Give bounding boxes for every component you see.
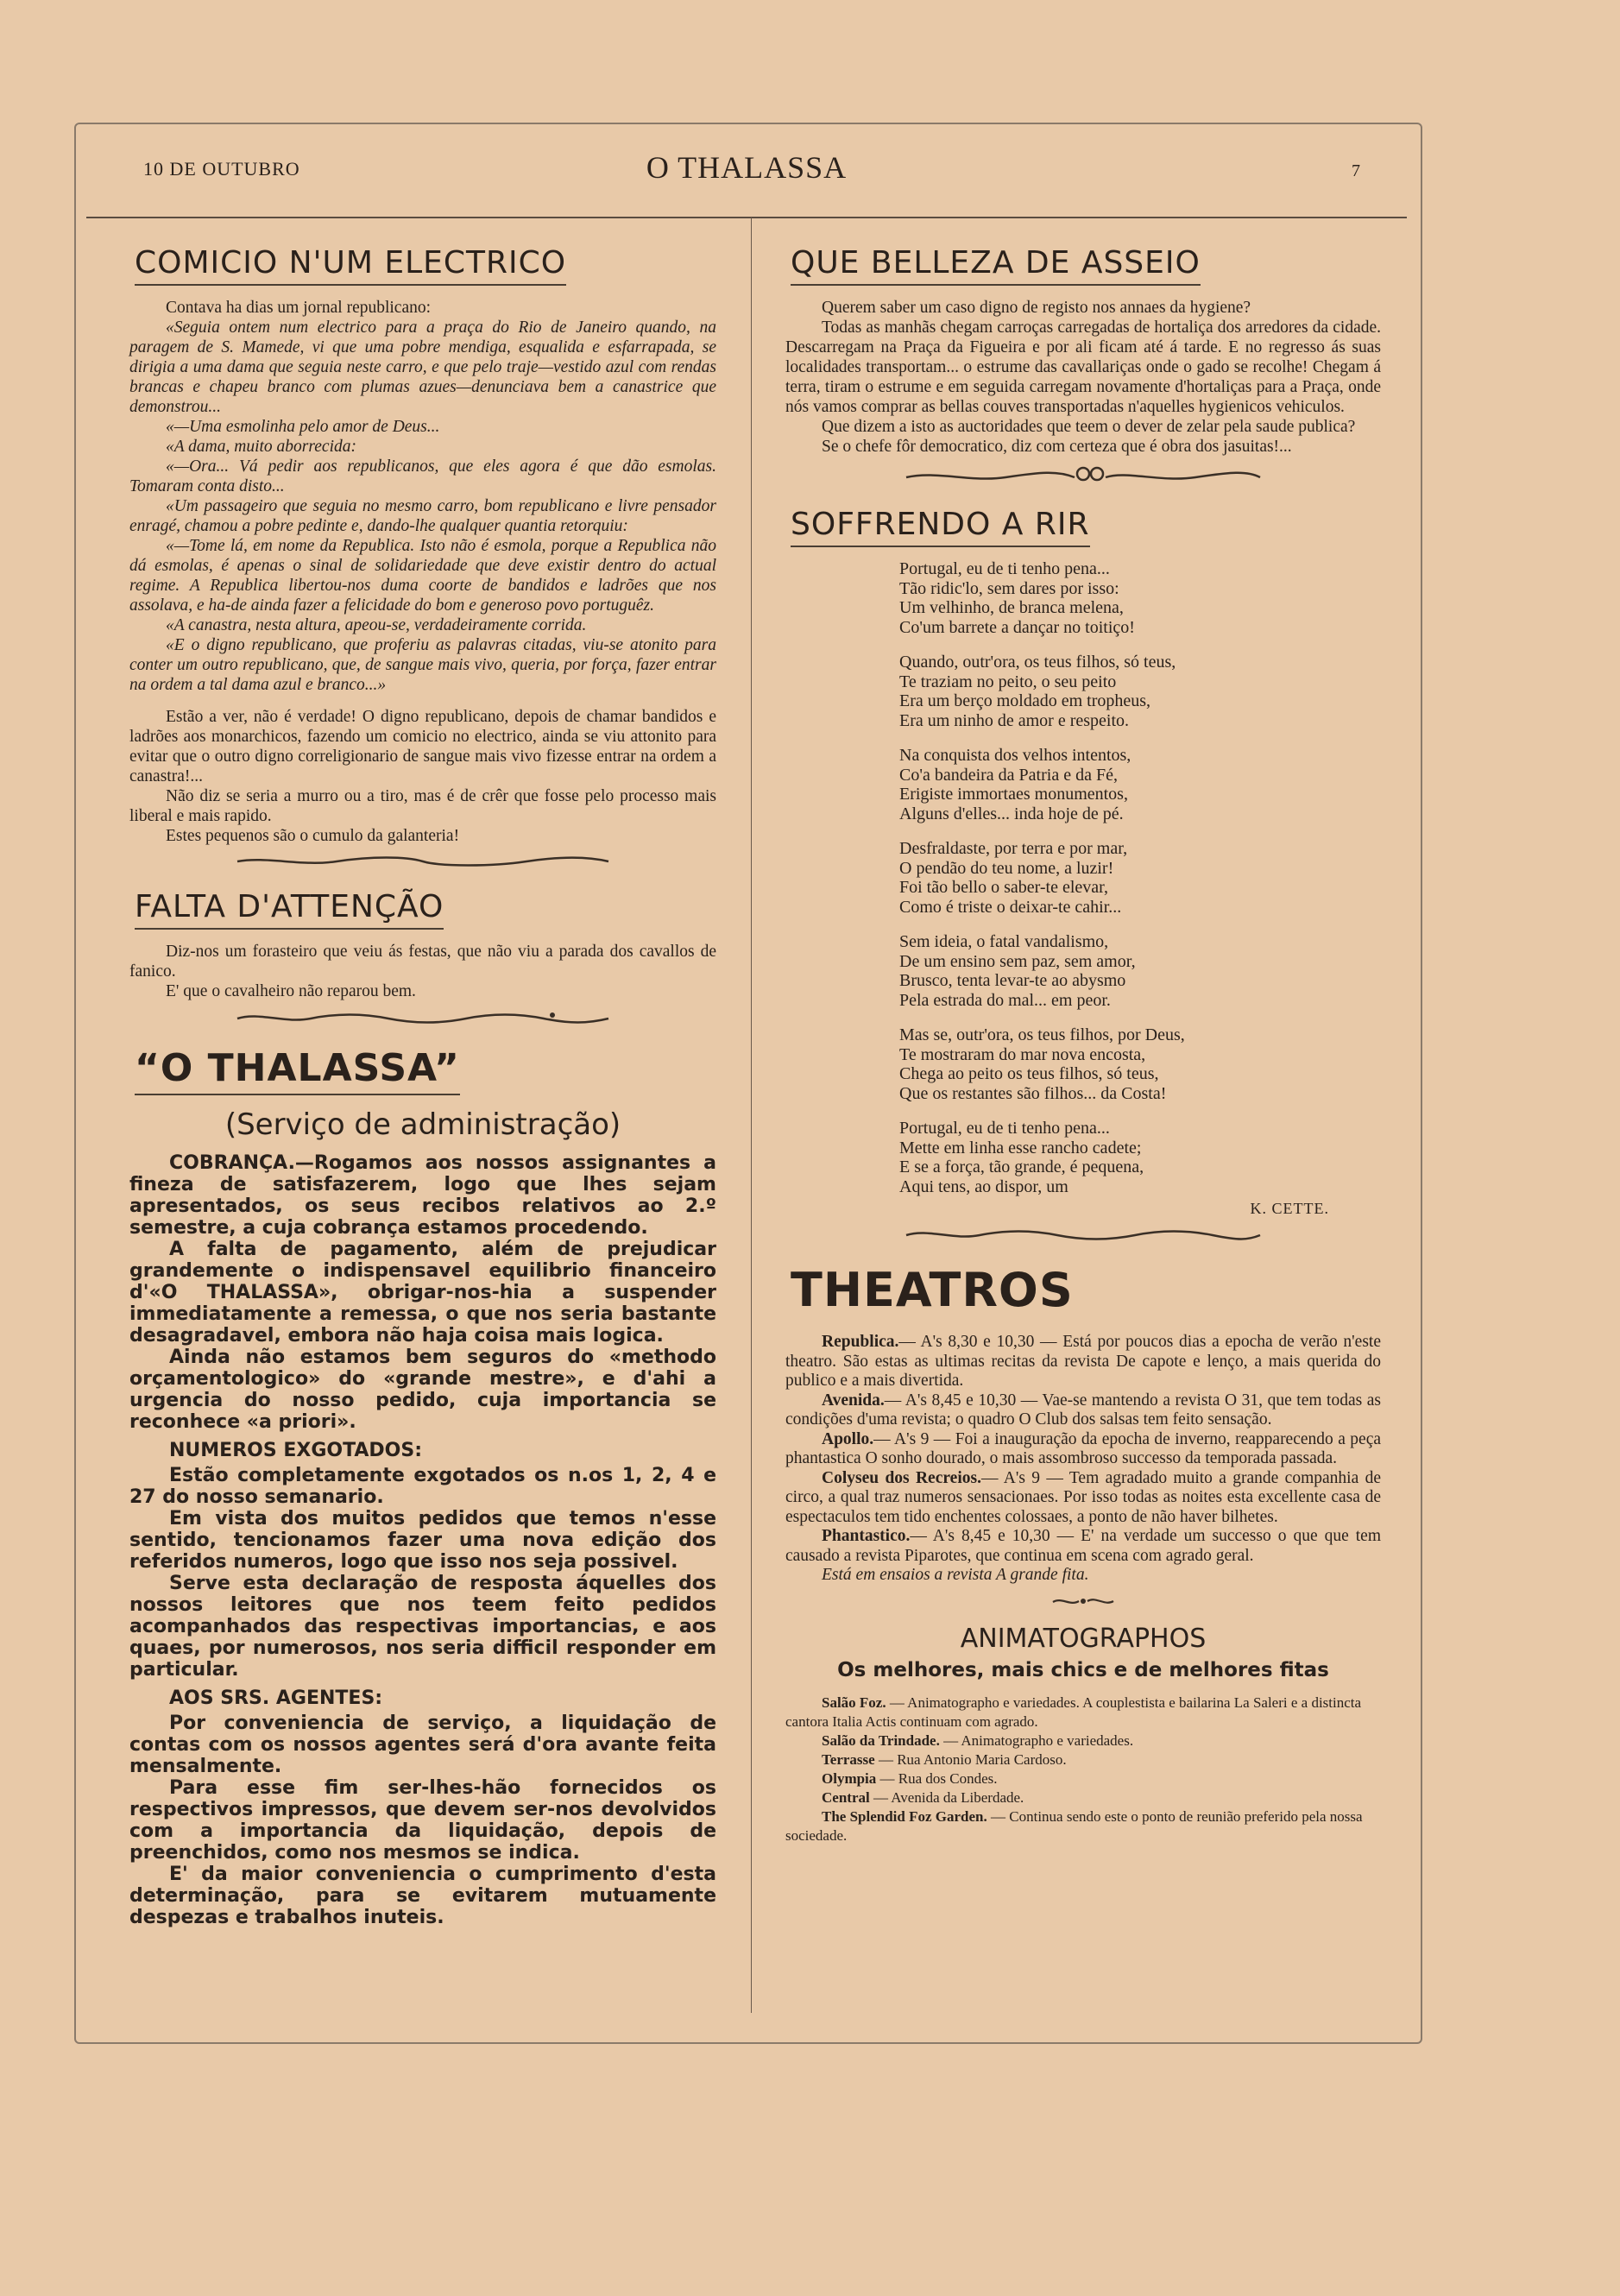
right-column [785,233,1381,1845]
comicio-comment-1: Estão a ver, não é verdade! O digno republicano, depois de chamar bandidos e ladrões aos monarchicos, fazendo um comicio no electrico, ainda se viu attonito para evitar que o outro digno correligionario de sangue mais vivo fizesse entrar na ordem a canastra!... [129,708,716,785]
theatre-name: Apollo. [822,1429,874,1448]
poem [899,559,1381,1196]
cinema-name: Salão da Trindade. [822,1731,940,1749]
poem-line: Na conquista dos velhos intentos, [899,746,1131,765]
poem-stanza [899,653,1381,730]
theatre-item: Apollo.— A's 9 — Foi a inauguração da epocha de inverno, reapparecendo a peça phantastica O sonho dourado, o mais assombroso successo da temporada passada. [785,1429,1381,1467]
poem-line: Mette em linha esse rancho cadete; [899,1138,1142,1157]
poem-line: Como é triste o deixar-te cahir... [899,897,1122,917]
cinema-item: The Splendid Foz Garden. — Continua sendo este o ponto de reunião preferido pela nossa sociedade. [785,1807,1363,1844]
poem-line: Mas se, outr'ora, os teus filhos, por Deus, [899,1025,1185,1044]
theatre-closing: Está em ensaios a revista A grande fita. [822,1566,1089,1584]
poem-line: Pela estrada do mal... em peor. [899,990,1111,1010]
theatre-name: Avenida. [822,1391,885,1410]
theatre-item: Phantastico.— A's 8,45 e 10,30 — E' na verdade um successo o que que tem causado a revista Piparotes, que continua em scena com agrado geral. [785,1527,1381,1565]
theatre-item: Avenida.— A's 8,45 e 10,30 — Vae-se mantendo a revista O 31, que tem todas as condições d'uma revista; o quadro O Club dos salsas tem feito sensação. [785,1391,1381,1429]
agentes-paragraph-1: Por conveniencia de serviço, a liquidação de contas com os nossos agentes será d'ora avante feita mensalmente. [129,1713,716,1777]
agentes-heading: AOS SRS. AGENTES: [169,1687,383,1709]
section-title-soffrendo: SOFFRENDO A RIR [791,507,1090,547]
cinema-name: Olympia [822,1769,877,1787]
issue-date: 10 DE OUTUBRO [143,158,300,180]
numeros-paragraph-2: Em vista dos muitos pedidos que temos n'esse sentido, tencionamos fazer uma nova edição dos referidos numeros, logo que isso nos seja possivel. [129,1508,716,1573]
poem-line: Tão ridic'lo, sem dares por isso: [899,578,1119,598]
poem-line: Desfraldaste, por terra e por mar, [899,839,1128,858]
theatre-item: Republica.— A's 8,30 e 10,30 — Está por poucos dias a epocha de verão n'este theatro. São estas as ultimas recitas da revista De capote e lenço, a mais querida do publico e a mais divertida. [785,1333,1381,1390]
poem-line: E se a força, tão grande, é pequena, [899,1157,1144,1176]
asseio-paragraph-1: Querem saber um caso digno de registo nos annaes da hygiene? [822,299,1251,317]
poem-line: Era um berço moldado em tropheus, [899,691,1151,710]
theatre-name: Republica. [822,1333,899,1351]
poem-stanza [899,1119,1381,1196]
comicio-quote-5: «Um passageiro que seguia no mesmo carro, bom republicano e livre pensador enragé, chamou a pobre pedinte e, dando-lhe qualquer quantia retorquiu: [129,497,716,535]
section-title-animatographos: ANIMATOGRAPHOS [960,1623,1207,1654]
poem-signature: K. CETTE. [1250,1200,1329,1217]
poem-line: O pendão do teu nome, a luzir! [899,858,1114,878]
theatre-name: Phantastico. [822,1527,911,1545]
poem-line: Te traziam no peito, o seu peito [899,672,1117,691]
ornament-divider [902,465,1264,486]
agentes-paragraph-3: E' da maior conveniencia o cumprimento d'esta determinação, para se evitarem mutuamente despezas e trabalhos inuteis. [129,1864,716,1928]
poem-line: Brusco, tenta levar-te ao abysmo [899,971,1126,990]
poem-line: Quando, outr'ora, os teus filhos, só teus, [899,653,1176,672]
newspaper-title: O THALASSA [646,150,848,185]
poem-stanza [899,1025,1381,1103]
poem-line: Erigiste immortaes monumentos, [899,785,1128,804]
comicio-quote-1: «Seguia ontem num electrico para a praça do Rio de Janeiro quando, na paragem de S. Mamede, vi que uma pobre mendiga, esqualida e esfarrapada, se dirigia a uma dama que seguia neste carro, e que pelo traje—vestido azul com rendas brancas e chapeu branco com plumas azues—denunciava bem a canastrice que demonstrou... [129,319,716,416]
section-title-asseio: QUE BELLEZA DE ASSEIO [791,245,1201,286]
numeros-heading: NUMEROS EXGOTADOS: [169,1440,423,1461]
ornament-divider [233,1010,613,1025]
page-header [86,142,1407,218]
cobranca-paragraph-2: A falta de pagamento, além de prejudicar grandemente o indispensavel equilibrio financeiro d'«O THALASSA», obrigar-nos-hia a suspender immediatamente a remessa, o que nos seria bastante desagradavel, embora não haja coisa mais logica. [129,1239,716,1347]
cinema-name: The Splendid Foz Garden. [822,1807,987,1825]
thalassa-subtitle: (Serviço de administração) [224,1107,621,1142]
poem-stanza [899,559,1381,637]
cinema-name: Central [822,1788,870,1806]
section-title-falta: FALTA D'ATTENÇÃO [135,889,444,930]
page-number: 7 [1352,161,1360,180]
asseio-paragraph-2: Todas as manhãs chegam carroças carregadas de hortaliça dos arredores da cidade. Descarregam na Praça da Figueira e por ali ficam até á tarde. E no regresso ás suas localidades transportam... o estrume das cavallariças onde o gado se recolhe! Chegam á terra, tiram o estrume e em seguida carregam novamente d'hortaliças para a Praça, onde nós vamos comprar as bellas couves transportadas n'aquelles hygienicos vehiculos. [785,319,1381,416]
poem-line: Co'a bandeira da Patria e da Fé, [899,765,1118,785]
numeros-paragraph-3: Serve esta declaração de resposta áquelles dos nossos leitores que nos teem feito pedidos acompanhados das respectivas importancias, e aos quaes, por numerosos, nos seria difficil responder em particular. [129,1573,716,1681]
asseio-paragraph-4: Se o chefe fôr democratico, diz com certeza que é obra dos jasuitas!... [822,438,1292,456]
agentes-paragraph-2: Para esse fim ser-lhes-hão fornecidos os respectivos impressos, que devem ser-nos devolvidos com a importancia da liquidação, depois de preenchidos, como nos mesmos se indica. [129,1777,716,1864]
cinema-item: Salão Foz. — Animatographo e variedades. A couplestista e bailarina La Saleri e a distincta cantora Italia Actis continuam com agrado. [785,1694,1362,1730]
cinema-item: Terrasse — Rua Antonio Maria Cardoso. [822,1750,1067,1768]
comicio-quote-2: «—Uma esmolinha pelo amor de Deus... [166,418,440,436]
theatre-item: Colyseu dos Recreios.— A's 9 — Tem agradado muito a grande companhia de circo, a qual traz numeros sensacionaes. Por isso todas as noites esta excellente casa de espectaculos tem tido enchentes colossaes, a ponto de não haver bilhetes. [785,1468,1381,1526]
column-divider [751,218,752,2013]
comicio-intro: Contava ha dias um jornal republicano: [166,299,432,317]
poem-line: Sem ideia, o fatal vandalismo, [899,932,1109,951]
cobranca-paragraph-3: Ainda não estamos bem seguros do «methodo orçamentologico» do «grande mestre», e d'ahi a urgencia do nosso pedido, cuja importancia se reconhece «a priori». [129,1347,716,1433]
poem-stanza [899,932,1381,1010]
section-title-comicio: COMICIO N'UM ELECTRICO [135,245,566,286]
poem-line: De um ensino sem paz, sem amor, [899,951,1136,971]
section-title-theatros: THEATROS [791,1263,1074,1317]
cinema-item: Salão da Trindade. — Animatographo e variedades. [822,1731,1134,1749]
comicio-quote-3: «A dama, muito aborrecida: [166,438,356,456]
comicio-quote-7: «A canastra, nesta altura, apeou-se, verdadeiramente corrida. [166,616,587,634]
poem-line: Te mostraram do mar nova encosta, [899,1044,1146,1064]
numeros-paragraph-1: Estão completamente exgotados os n.os 1, 2, 4 e 27 do nosso semanario. [129,1465,716,1508]
comicio-comment-3: Estes pequenos são o cumulo da galanteria! [166,827,460,845]
poem-line: Foi tão bello o saber-te elevar, [899,878,1109,897]
comicio-comment-2: Não diz se seria a murro ou a tiro, mas é de crêr que fosse pelo processo mais liberal e mais rapido. [129,787,716,825]
cobranca-paragraph-1: COBRANÇA.—Rogamos aos nossos assignantes a fineza de satisfazerem, logo que lhes sejam apresentados, os seus recibos relativos ao 2.º semestre, a cuja cobrança estamos procedendo. [129,1152,716,1239]
poem-line: Que os restantes são filhos... da Costa! [899,1083,1167,1103]
left-column [129,233,716,1928]
section-title-thalassa: “O THALASSA” [135,1046,460,1095]
comicio-quote-4: «—Ora... Vá pedir aos republicanos, que eles agora é que dão esmolas. Tomaram conta disto... [129,457,716,495]
poem-line: Era um ninho de amor e respeito. [899,710,1130,730]
poem-line: Um velhinho, de branca melena, [899,598,1124,617]
cinema-item: Central — Avenida da Liberdade. [822,1788,1024,1806]
poem-stanza [899,746,1381,823]
comicio-quote-8: «E o digno republicano, que proferiu as palavras citadas, viu-se atonito para conter um outro republicano, que, de sangue mais vivo, queria, por força, fazer entrar na ordem a tal dama azul e branco...» [129,636,716,694]
poem-line: Portugal, eu de ti tenho pena... [899,1119,1110,1138]
animatographos-subtitle: Os melhores, mais chics e de melhores fitas [837,1658,1329,1681]
poem-line: Portugal, eu de ti tenho pena... [899,559,1110,578]
poem-line: Chega ao peito os teus filhos, só teus, [899,1064,1159,1083]
cinema-name: Terrasse [822,1750,875,1768]
ornament-divider [1049,1594,1118,1608]
theatre-name: Colyseu dos Recreios. [822,1468,981,1487]
poem-line: Alguns d'elles... inda hoje de pé. [899,804,1124,823]
poem-stanza [899,839,1381,917]
falta-paragraph-2: E' que o cavalheiro não reparou bem. [166,982,416,1000]
poem-line: Aqui tens, ao dispor, um [899,1176,1068,1196]
comicio-quote-6: «—Tome lá, em nome da Republica. Isto não é esmola, porque a Republica não dá esmolas, é apenas o sinal de solidariedade que deve existir dentro do actual regime. A Republica libertou-nos duma coorte de bandidos e ladrões que nos assolava, e ha-de ainda fazer a felicidade do bom e generoso povo portuguêz. [129,537,716,615]
falta-paragraph-1: Diz-nos um forasteiro que veiu ás festas, que não viu a parada dos cavallos de fanico. [129,943,716,981]
ornament-divider [233,855,613,868]
poem-line: Co'um barrete a dançar no toitiço! [899,617,1135,637]
cinema-item: Olympia — Rua dos Condes. [822,1769,998,1787]
asseio-paragraph-3: Que dizem a isto as auctoridades que teem o dever de zelar pela saude publica? [822,418,1356,436]
cinema-name: Salão Foz. [822,1694,886,1711]
ornament-divider [902,1227,1264,1242]
